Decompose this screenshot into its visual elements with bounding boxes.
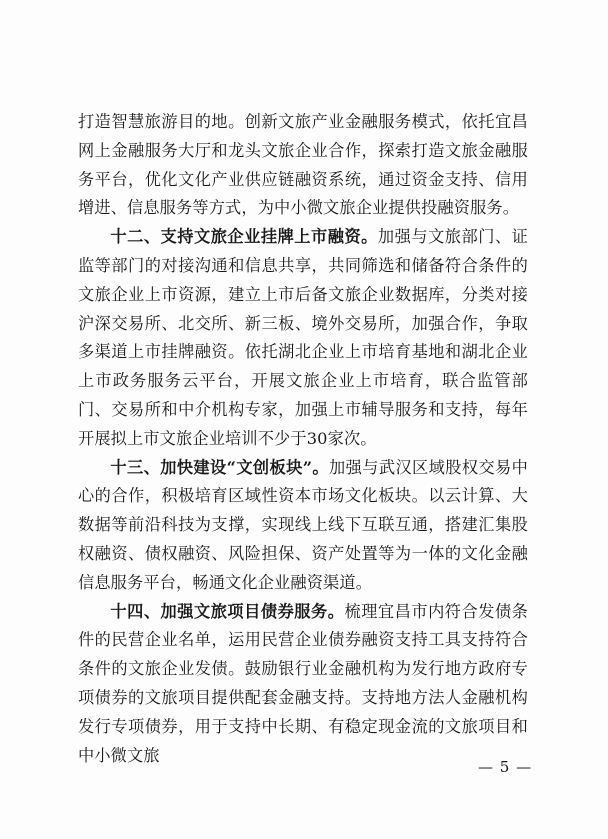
paragraph-body: 加强与武汉区域股权交易中心的合作，积极培育区域性资本市场文化板块。以云计算、大数据等前沿科技为支撑，实现线上线下互联互通，搭建汇集股权融资、债权融资、风险担保、资产处置等为一体的文化金融信息服务平台，畅通文化企业融资渠道。 — [78, 457, 528, 592]
paragraph-body: 打造智慧旅游目的地。创新文旅产业金融服务模式，依托宜昌网上金融服务大厅和龙头文旅企业合作，探索打造文旅金融服务平台，优化文化产业供应链融资系统，通过资金支持、信用增进、信息服务等方式，为中小微文旅企业提供投融资服务。 — [78, 112, 528, 218]
paragraph-section-12 — [78, 223, 528, 453]
document-body — [78, 108, 528, 770]
paragraph-body: 梳理宜昌市内符合发债条件的民营企业名单，运用民营企业债券融资支持工具支持符合条件的文旅企业发债。鼓励银行业金融机构为发行地方政府专项债券的文旅项目提供配套金融支持。支持地方法人金融机构发行专项债券，用于支持中长期、有稳定现金流的文旅项目和中小微文旅 — [78, 601, 528, 765]
section-heading-13: 十三、加快建设“文创板块”。 — [110, 457, 330, 477]
section-heading-14: 十四、加强文旅项目债券服务。 — [110, 601, 345, 621]
paragraph-body: 加强与文旅部门、证监等部门的对接沟通和信息共享，共同筛选和储备符合条件的文旅企业上市资源，建立上市后备文旅企业数据库，分类对接沪深交易所、北交所、新三板、境外交易所，加强合作，争取多渠道上市挂牌融资。依托湖北企业上市培育基地和湖北企业上市政务服务云平台，开展文旅企业上市培育，联合监管部门、交易所和中介机构专家，加强上市辅导服务和支持，每年开展拟上市文旅企业培训不少于30家次。 — [78, 227, 528, 448]
paragraph-continuation — [78, 108, 528, 223]
paragraph-section-13 — [78, 454, 528, 598]
page-number: — 5 — — [478, 758, 533, 776]
section-heading-12: 十二、支持文旅企业挂牌上市融资。 — [110, 227, 378, 247]
paragraph-section-14 — [78, 598, 528, 771]
